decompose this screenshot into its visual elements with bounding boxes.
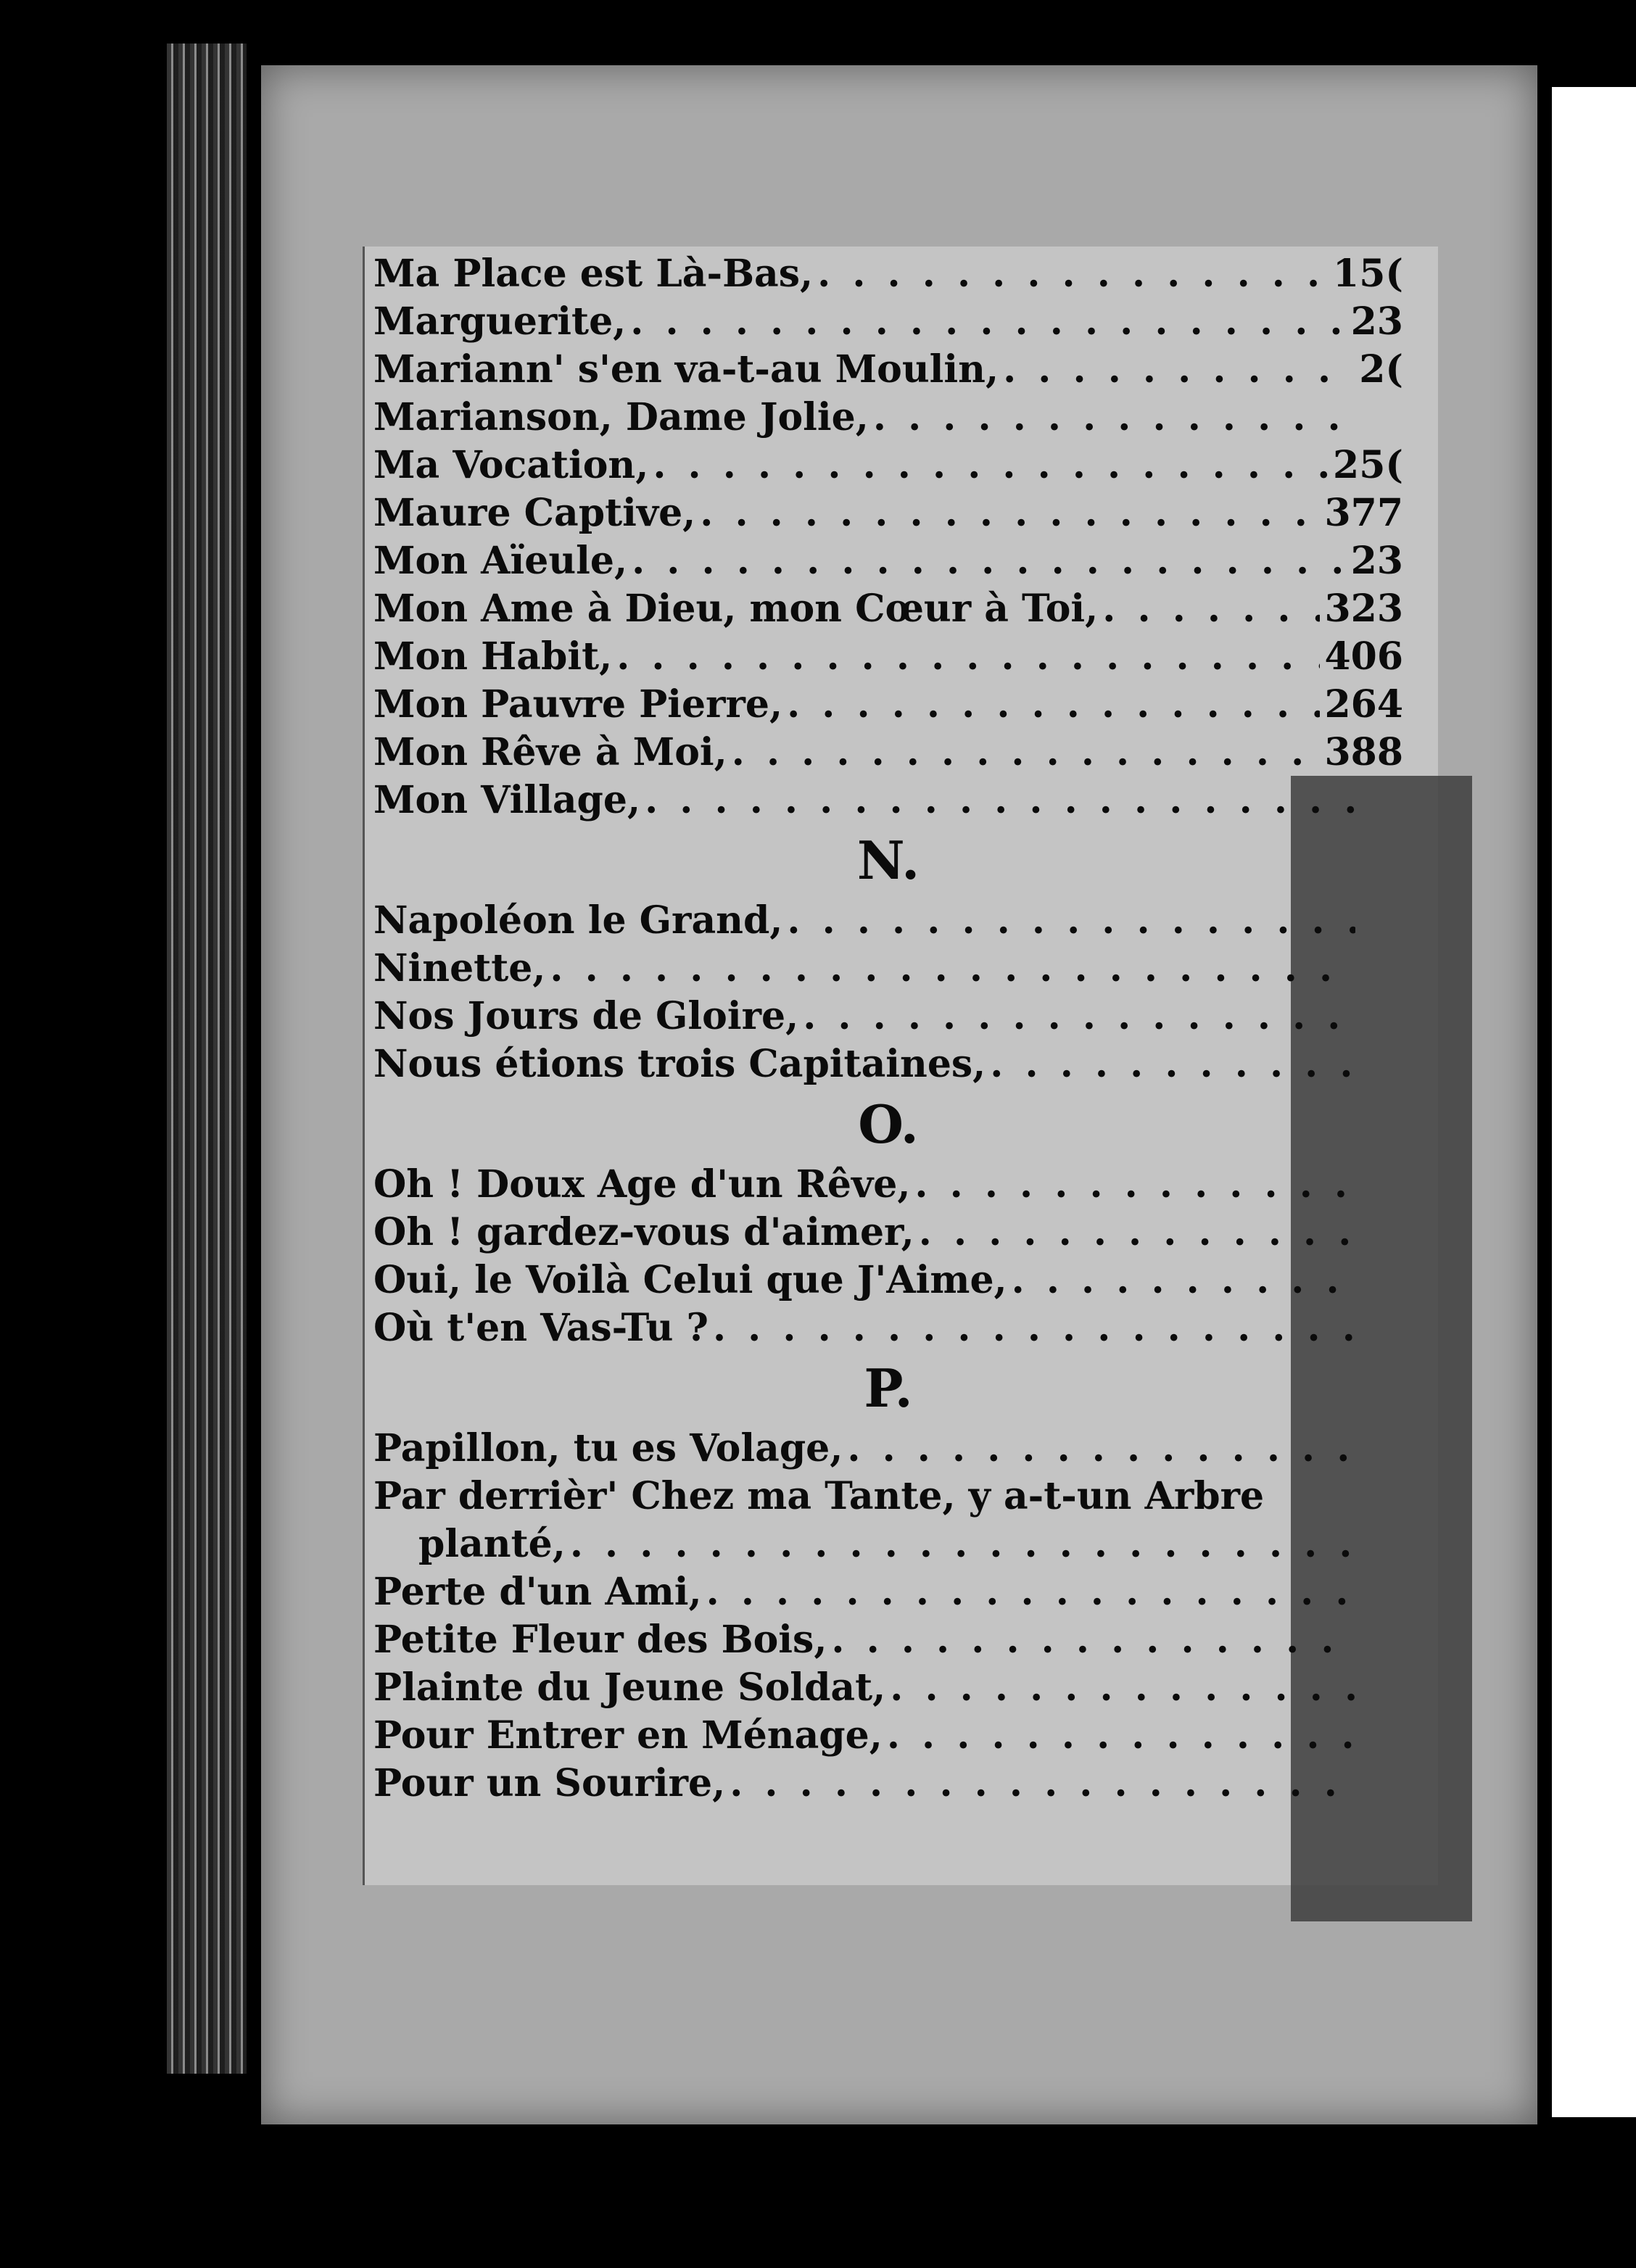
- dot-leader: [919, 1209, 1355, 1257]
- index-entry: [373, 1760, 1403, 1808]
- entry-title: Par derrièr' Chez ma Tante, y a-t-un Arbre: [373, 1474, 1265, 1518]
- entry-page: 23: [1350, 299, 1403, 344]
- dot-leader: [787, 681, 1320, 729]
- entry-title: Mon Village,: [373, 778, 641, 822]
- entry-page: 2(: [1359, 347, 1403, 392]
- entry-page: 377: [1324, 491, 1403, 535]
- index-entry: [373, 945, 1403, 993]
- entry-title: Oui, le Voilà Celui que J'Aime,: [373, 1258, 1007, 1302]
- index-entry: [373, 442, 1403, 489]
- entry-title: Nos Jours de Gloire,: [373, 994, 799, 1038]
- index-entry: [373, 1209, 1403, 1257]
- dot-leader: [1003, 346, 1355, 394]
- entry-title: Ma Vocation,: [373, 443, 649, 487]
- index-list: [373, 250, 1403, 1808]
- index-entry: [373, 537, 1403, 585]
- entry-title: Napoléon le Grand,: [373, 898, 783, 943]
- entry-title: Mon Habit,: [373, 634, 613, 679]
- entry-page: 264: [1324, 682, 1403, 727]
- dot-leader: [831, 1616, 1355, 1664]
- index-entry: [373, 1257, 1403, 1304]
- dot-leader: [700, 489, 1320, 537]
- entry-page: 25(: [1333, 443, 1403, 487]
- dot-leader: [990, 1040, 1355, 1088]
- index-entry: [373, 1616, 1403, 1664]
- section-letter-o: O.: [858, 1093, 919, 1155]
- dot-leader: [1012, 1257, 1355, 1304]
- index-entry: [373, 1161, 1403, 1209]
- dot-leader: [890, 1664, 1355, 1712]
- dot-leader: [817, 250, 1329, 298]
- index-entry: [373, 1473, 1403, 1520]
- entry-title: Oh ! Doux Age d'un Rêve,: [373, 1162, 911, 1207]
- index-entry-continuation: [373, 1520, 1403, 1568]
- dot-leader: [645, 777, 1355, 824]
- entry-page: 406: [1324, 634, 1403, 679]
- dot-leader: [550, 945, 1355, 993]
- entry-page: 388: [1324, 730, 1403, 774]
- dot-leader: [653, 442, 1329, 489]
- entry-title: Mon Aïeule,: [373, 539, 628, 583]
- entry-title: Maure Captive,: [373, 491, 696, 535]
- section-letter-p: P.: [864, 1357, 913, 1419]
- facing-page-edge: [1552, 87, 1636, 2117]
- index-entry: [373, 1568, 1403, 1616]
- dot-leader: [847, 1425, 1355, 1473]
- entry-page: 23: [1350, 539, 1403, 583]
- entry-title: Oh ! gardez-vous d'aimer,: [373, 1210, 914, 1254]
- dot-leader: [887, 1712, 1355, 1760]
- entry-title: Pour Entrer en Ménage,: [373, 1713, 883, 1758]
- index-entry: [373, 489, 1403, 537]
- index-entry: [373, 394, 1403, 442]
- entry-title-continuation: planté,: [418, 1522, 566, 1566]
- dot-leader: [616, 633, 1320, 681]
- index-entry: [373, 1425, 1403, 1473]
- dot-leader: [706, 1568, 1355, 1616]
- dot-leader: [730, 1760, 1355, 1808]
- dot-leader: [732, 729, 1321, 777]
- entry-page: 323: [1324, 587, 1403, 631]
- index-entry: [373, 346, 1403, 394]
- entry-title: Mariann' s'en va-t-au Moulin,: [373, 347, 999, 392]
- entry-title: Petite Fleur des Bois,: [373, 1618, 827, 1662]
- entry-title: Nous étions trois Capitaines,: [373, 1042, 986, 1086]
- section-letter-n: N.: [856, 829, 920, 891]
- index-entry: [373, 1664, 1403, 1712]
- dot-leader: [787, 897, 1355, 945]
- entry-title: Plainte du Jeune Soldat,: [373, 1665, 886, 1710]
- book-spine-edge: [167, 44, 247, 2074]
- dot-leader: [1102, 585, 1320, 633]
- dot-leader: [803, 993, 1355, 1040]
- entry-title: Mon Ame à Dieu, mon Cœur à Toi,: [373, 587, 1099, 631]
- index-entry: [373, 993, 1403, 1040]
- index-entry: [373, 1304, 1403, 1352]
- entry-title: Perte d'un Ami,: [373, 1570, 702, 1614]
- index-entry: [373, 250, 1403, 298]
- index-entry: [373, 729, 1403, 777]
- entry-title: Mon Pauvre Pierre,: [373, 682, 783, 727]
- entry-title: Où t'en Vas-Tu ?: [373, 1306, 708, 1350]
- entry-title: Ninette,: [373, 946, 546, 990]
- entry-title: Papillon, tu es Volage,: [373, 1426, 843, 1470]
- entry-title: Ma Place est Là-Bas,: [373, 252, 814, 296]
- index-entry: [373, 585, 1403, 633]
- index-entry: [373, 777, 1403, 824]
- entry-page: 15(: [1333, 252, 1403, 296]
- dot-leader: [873, 394, 1355, 442]
- dot-leader: [713, 1304, 1355, 1352]
- index-entry: [373, 633, 1403, 681]
- index-entry: [373, 897, 1403, 945]
- index-entry: [373, 1040, 1403, 1088]
- index-entry: [373, 1712, 1403, 1760]
- dot-leader: [914, 1161, 1355, 1209]
- dot-leader: [632, 537, 1347, 585]
- index-entry: [373, 681, 1403, 729]
- entry-title: Marguerite,: [373, 299, 627, 344]
- entry-title: Marianson, Dame Jolie,: [373, 395, 869, 439]
- dot-leader: [570, 1520, 1355, 1568]
- entry-title: Pour un Sourire,: [373, 1761, 726, 1805]
- entry-title: Mon Rêve à Moi,: [373, 730, 727, 774]
- index-entry: [373, 298, 1403, 346]
- dot-leader: [630, 298, 1346, 346]
